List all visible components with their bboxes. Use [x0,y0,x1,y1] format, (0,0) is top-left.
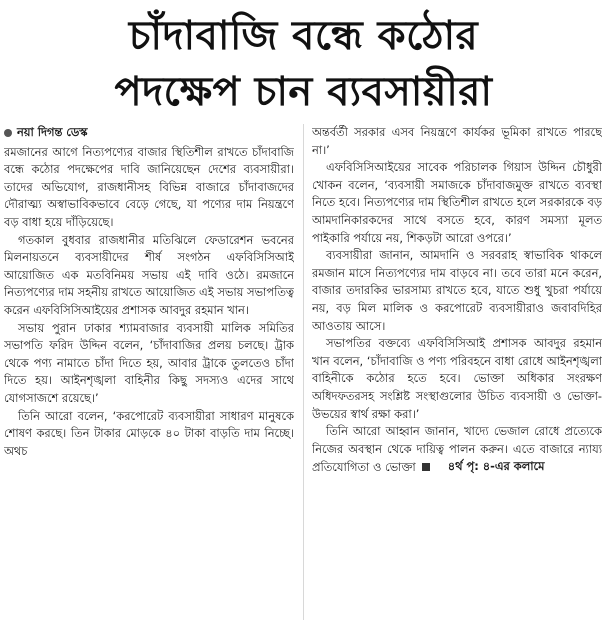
paragraph: এফবিসিসিআইয়ের সাবেক পরিচালক গিয়াস উদ্দিন চৌধুরী খোকন বলেন, ‘ব্যবসায়ী সমাজকে চাঁদাবাজমুক্ত রাখতে ব্যবস্থা নিতে হবে। নিত্যপণ্যের দাম স্থিতিশীল রাখতে হলে সরকারকে বড় আমদানিকারকদের সাথে বসতে হবে, কারণ সমস্যা মূলত পাইকারি পর্যায়ে নয়, শিকড়টা আরো ওপরে।’ [312,160,602,245]
headline-line-2: পদক্ষেপ চান ব্যবসায়ীরা [114,69,493,115]
bullet-icon [4,129,12,137]
article-right-column [312,124,602,624]
paragraph-continuation: অন্তর্বর্তী সরকার এসব নিয়ন্ত্রণে কার্যকর ভূমিকা রাখতে পারছে না।’ [312,125,602,157]
paragraph: সভাপতির বক্তব্যে এফবিসিসিআই প্রশাসক আবদুর রহমান খান বলেন, ‘চাঁদাবাজি ও পণ্য পরিবহনে বাধা রোধে আইনশৃঙ্খলা বাহিনীকে কঠোর হতে হবে। ভোক্তা অধিকার সংরক্ষণ অধিদফতরসহ সংশ্লিষ্ট সংস্থাগুলোর উচিত ব্যবসায়ী ও ভোক্তা- উভয়ের স্বার্থ রক্ষা করা।’ [312,336,602,421]
paragraph-last [312,423,602,477]
byline [4,124,294,142]
continuation-jump[interactable] [416,458,545,476]
square-bullet-icon [422,463,430,471]
paragraph: ব্যবসায়ীরা জানান, আমদানি ও সরবরাহ স্বাভাবিক থাকলে রমজান মাসে নিত্যপণ্যের দাম বাড়বে না। তবে তারা মনে করেন, বাজার তদারকির ভারসাম্য রাখতে হবে, যাতে শুধু খুচরা পর্যায়ে নয়, বড় মিল মালিক ও করপোরেট ব্যবসায়ীরাও জবাবদিহির আওতায় আসে। [312,248,602,333]
paragraph: রমজানের আগে নিত্যপণ্যের বাজার স্থিতিশীল রাখতে চাঁদাবাজি বন্ধে কঠোর পদক্ষেপের দাবি জানিয়েছেন দেশের ব্যবসায়ীরা। তাদের অভিযোগ, রাজধানীসহ বিভিন্ন বাজারে চাঁদাবাজদের দৌরাত্ম্য অস্বাভাবিকভাবে বেড়ে গেছে, যা পণ্যের দাম নিয়ন্ত্রণে বড় বাধা হয়ে দাঁড়িয়েছে। [4,144,294,229]
paragraph-last-text: তিনি আরো আহ্বান জানান, খাদ্যে ভেজাল রোধে প্রত্যেকে নিজের অবস্থান থেকে দায়িত্ব পালন করুন। এতে বাজারে ন্যায্য প্রতিযোগিতা ও ভোক্তা [312,424,602,475]
article-left-column [4,124,294,624]
paragraph: সভায় পুরান ঢাকার শ্যামবাজার ব্যবসায়ী মালিক সমিতির সভাপতি ফরিদ উদ্দিন বলেন, ‘চাঁদাবাজির প্রলয় চলছে। ট্রাক থেকে পণ্য নামাতে চাঁদা দিতে হয়, আবার ট্রাকে তুলতেও চাঁদা দিতে হয়। আইনশৃঙ্খলা বাহিনীর কিছু সদস্যও এদের সাথে যোগসাজশে রয়েছে।’ [4,320,294,405]
column-divider [303,124,304,620]
paragraph: গতকাল বুধবার রাজধানীর মতিঝিলে ফেডারেশন ভবনের মিলনায়তনে ব্যবসায়ীদের শীর্ষ সংগঠন এফবিসিসিআই আয়োজিত এক মতবিনিময় সভায় এই দাবি ওঠে। রমজানে নিত্যপণ্যের দাম সহনীয় রাখতে আয়োজিত এই সভায় সভাপতিত্ব করেন এফবিসিসিআইয়ের প্রশাসক আবদুর রহমান খান। [4,232,294,317]
byline-text: নয়া দিগন্ত ডেস্ক [17,125,88,139]
paragraph: তিনি আরো বলেন, ‘করপোরেট ব্যবসায়ীরা সাধারণ মানুষকে শোষণ করছে। তিন টাকার মোড়কে ৪০ টাকা বাড়তি দাম নিচ্ছে। অথচ [4,408,294,458]
headline-line-1: চাঁদাবাজি বন্ধে কঠোর [128,13,479,59]
jump-text: ৪র্থ পৃ: ৪-এর কলামে [447,459,545,474]
headline [0,8,607,120]
